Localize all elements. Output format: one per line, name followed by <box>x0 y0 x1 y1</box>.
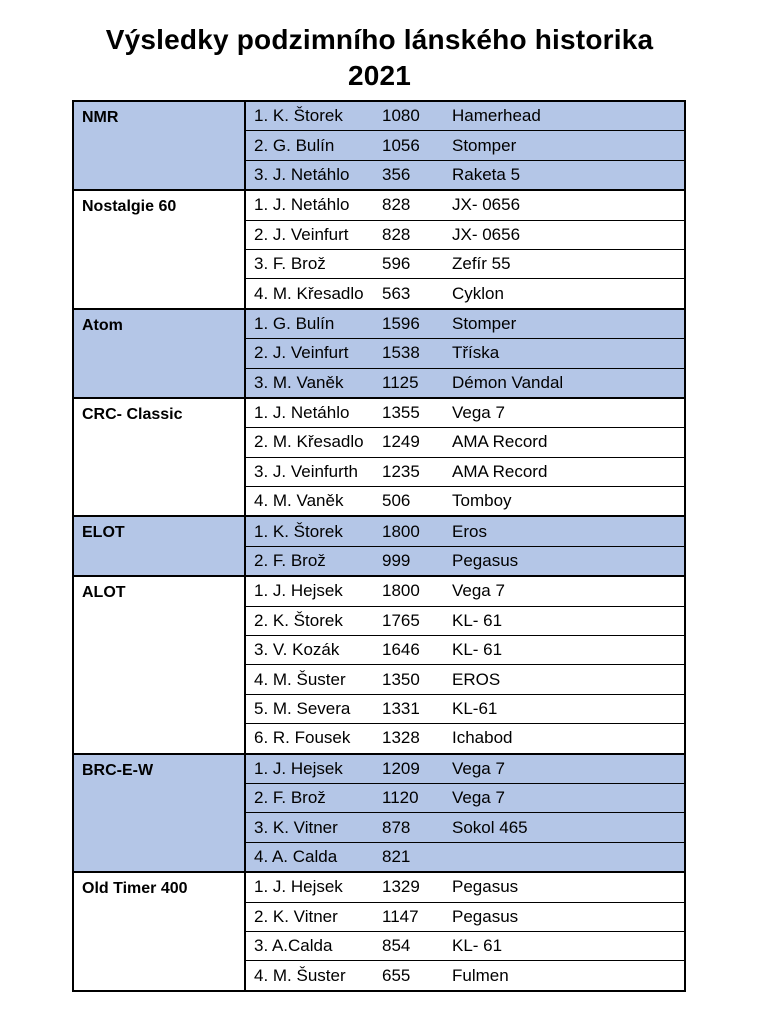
result-cell <box>245 339 685 368</box>
category-group <box>73 872 685 991</box>
result-cell <box>245 279 685 309</box>
model-name: Démon Vandal <box>452 372 564 392</box>
model-name: Fulmen <box>452 965 509 985</box>
category-name: Nostalgie 60 <box>73 190 245 309</box>
competitor-name: 1. K. Štorek <box>254 521 343 541</box>
model-name: KL- 61 <box>452 640 503 660</box>
table-row <box>73 309 685 339</box>
score: 1249 <box>382 432 420 452</box>
score: 1329 <box>382 877 420 897</box>
result-cell <box>245 754 685 784</box>
competitor-name: 4. M. Šuster <box>254 965 346 985</box>
model-name: JX- 0656 <box>452 224 521 244</box>
result-cell <box>245 368 685 398</box>
category-name: ALOT <box>73 576 245 753</box>
model-name: KL- 61 <box>452 936 503 956</box>
competitor-name: 4. M. Křesadlo <box>254 283 364 303</box>
category-name: Old Timer 400 <box>73 872 245 991</box>
score: 1125 <box>382 372 419 392</box>
table-row <box>73 398 685 428</box>
model-name: KL-61 <box>452 699 498 718</box>
category-group <box>73 398 685 517</box>
result-cell <box>245 160 685 190</box>
model-name: Tomboy <box>452 491 512 511</box>
score: 596 <box>382 254 411 274</box>
result-cell <box>245 220 685 249</box>
competitor-name: 4. M. Vaněk <box>254 491 344 511</box>
competitor-name: 3. M. Vaněk <box>254 372 344 392</box>
result-cell <box>245 131 685 160</box>
model-name: KL- 61 <box>452 610 503 630</box>
result-cell <box>245 606 685 635</box>
score: 1765 <box>382 610 420 630</box>
result-cell <box>245 636 685 665</box>
competitor-name: 1. J. Hejsek <box>254 877 343 897</box>
model-name: EROS <box>452 669 501 689</box>
competitor-name: 3. A.Calda <box>254 936 333 956</box>
table-row <box>73 101 685 131</box>
score: 828 <box>382 195 411 215</box>
score: 1331 <box>382 699 420 718</box>
competitor-name: 1. G. Bulín <box>254 313 335 333</box>
category-group <box>73 516 685 576</box>
results-table <box>72 100 686 992</box>
model-name: AMA Record <box>452 461 548 481</box>
competitor-name: 2. G. Bulín <box>254 135 335 155</box>
table-row <box>73 516 685 546</box>
model-name: Vega 7 <box>452 758 505 778</box>
competitor-name: 1. J. Hejsek <box>254 581 343 601</box>
competitor-name: 2. J. Veinfurt <box>254 224 349 244</box>
result-cell <box>245 813 685 842</box>
score: 1646 <box>382 640 420 660</box>
category-name: CRC- Classic <box>73 398 245 517</box>
competitor-name: 5. M. Severa <box>254 699 351 718</box>
table-row <box>73 190 685 220</box>
competitor-name: 3. K. Vitner <box>254 817 338 837</box>
model-name: Tříska <box>452 343 500 363</box>
result-cell <box>245 309 685 339</box>
result-cell <box>245 902 685 931</box>
category-name: ELOT <box>73 516 245 576</box>
score: 1056 <box>382 135 420 155</box>
category-group <box>73 754 685 873</box>
score: 1120 <box>382 788 419 808</box>
score: 1328 <box>382 728 420 748</box>
category-name: Atom <box>73 309 245 398</box>
competitor-name: 2. F. Brož <box>254 788 326 808</box>
model-name: Raketa 5 <box>452 164 521 184</box>
category-group <box>73 309 685 398</box>
result-cell <box>245 961 685 991</box>
result-cell <box>245 457 685 486</box>
result-cell <box>245 190 685 220</box>
competitor-name: 2. K. Vitner <box>254 906 338 926</box>
result-cell <box>245 842 685 872</box>
score: 655 <box>382 965 411 985</box>
score: 563 <box>382 283 411 303</box>
competitor-name: 2. J. Veinfurt <box>254 343 349 363</box>
score: 1800 <box>382 581 420 601</box>
model-name: Sokol 465 <box>452 817 528 837</box>
competitor-name: 1. J. Hejsek <box>254 758 343 778</box>
score: 1235 <box>382 461 420 481</box>
score: 1350 <box>382 669 420 689</box>
competitor-name: 2. K. Štorek <box>254 610 343 630</box>
category-group <box>73 576 685 753</box>
score: 1800 <box>382 521 420 541</box>
score: 1209 <box>382 758 420 778</box>
table-row <box>73 576 685 606</box>
result-cell <box>245 783 685 812</box>
score: 506 <box>382 491 411 511</box>
result-cell <box>245 931 685 960</box>
model-name: Pegasus <box>452 877 519 897</box>
competitor-name: 3. J. Veinfurth <box>254 461 358 481</box>
page-subtitle-year: 2021 <box>347 60 412 91</box>
competitor-name: 1. J. Netáhlo <box>254 403 350 423</box>
score: 1080 <box>382 106 420 126</box>
category-name: BRC-E-W <box>73 754 245 873</box>
competitor-name: 2. M. Křesadlo <box>254 432 364 452</box>
result-cell <box>245 428 685 457</box>
score: 821 <box>382 846 411 866</box>
model-name: Vega 7 <box>452 788 505 808</box>
model-name: AMA Record <box>452 432 548 452</box>
result-cell <box>245 694 685 723</box>
competitor-name: 2. F. Brož <box>254 551 326 571</box>
competitor-name: 1. K. Štorek <box>254 106 343 126</box>
table-row <box>73 872 685 902</box>
result-cell <box>245 665 685 694</box>
category-name: NMR <box>73 101 245 190</box>
competitor-name: 1. J. Netáhlo <box>254 195 350 215</box>
model-name: Vega 7 <box>452 403 505 423</box>
page-title: Výsledky podzimního lánského historika <box>105 24 654 55</box>
category-group <box>73 101 685 190</box>
model-name: Zefír 55 <box>452 254 511 274</box>
table-row <box>73 754 685 784</box>
model-name: Pegasus <box>452 906 519 926</box>
competitor-name: 3. F. Brož <box>254 254 326 274</box>
score: 356 <box>382 164 411 184</box>
model-name: Cyklon <box>452 283 504 303</box>
model-name: Stomper <box>452 313 517 333</box>
competitor-name: 3. V. Kozák <box>254 640 340 660</box>
score: 828 <box>382 224 411 244</box>
result-cell <box>245 872 685 902</box>
result-cell <box>245 487 685 517</box>
score: 1538 <box>382 343 420 363</box>
score: 1596 <box>382 313 420 333</box>
competitor-name: 3. J. Netáhlo <box>254 164 350 184</box>
result-cell <box>245 398 685 428</box>
score: 854 <box>382 936 411 956</box>
competitor-name: 4. M. Šuster <box>254 669 346 689</box>
result-cell <box>245 249 685 278</box>
score: 1147 <box>382 906 419 926</box>
category-group <box>73 190 685 309</box>
model-name: JX- 0656 <box>452 195 521 215</box>
score: 999 <box>382 551 411 571</box>
model-name: Vega 7 <box>452 581 505 601</box>
competitor-name: 6. R. Fousek <box>254 728 351 748</box>
model-name: Ichabod <box>452 728 513 748</box>
result-cell <box>245 546 685 576</box>
model-name: Stomper <box>452 135 517 155</box>
result-cell <box>245 101 685 131</box>
result-cell <box>245 724 685 754</box>
score: 1355 <box>382 403 420 423</box>
score: 878 <box>382 817 411 837</box>
result-cell <box>245 576 685 606</box>
model-name: Eros <box>452 521 487 541</box>
competitor-name: 4. A. Calda <box>254 846 338 866</box>
model-name: Hamerhead <box>452 106 541 126</box>
result-cell <box>245 516 685 546</box>
model-name: Pegasus <box>452 551 519 571</box>
